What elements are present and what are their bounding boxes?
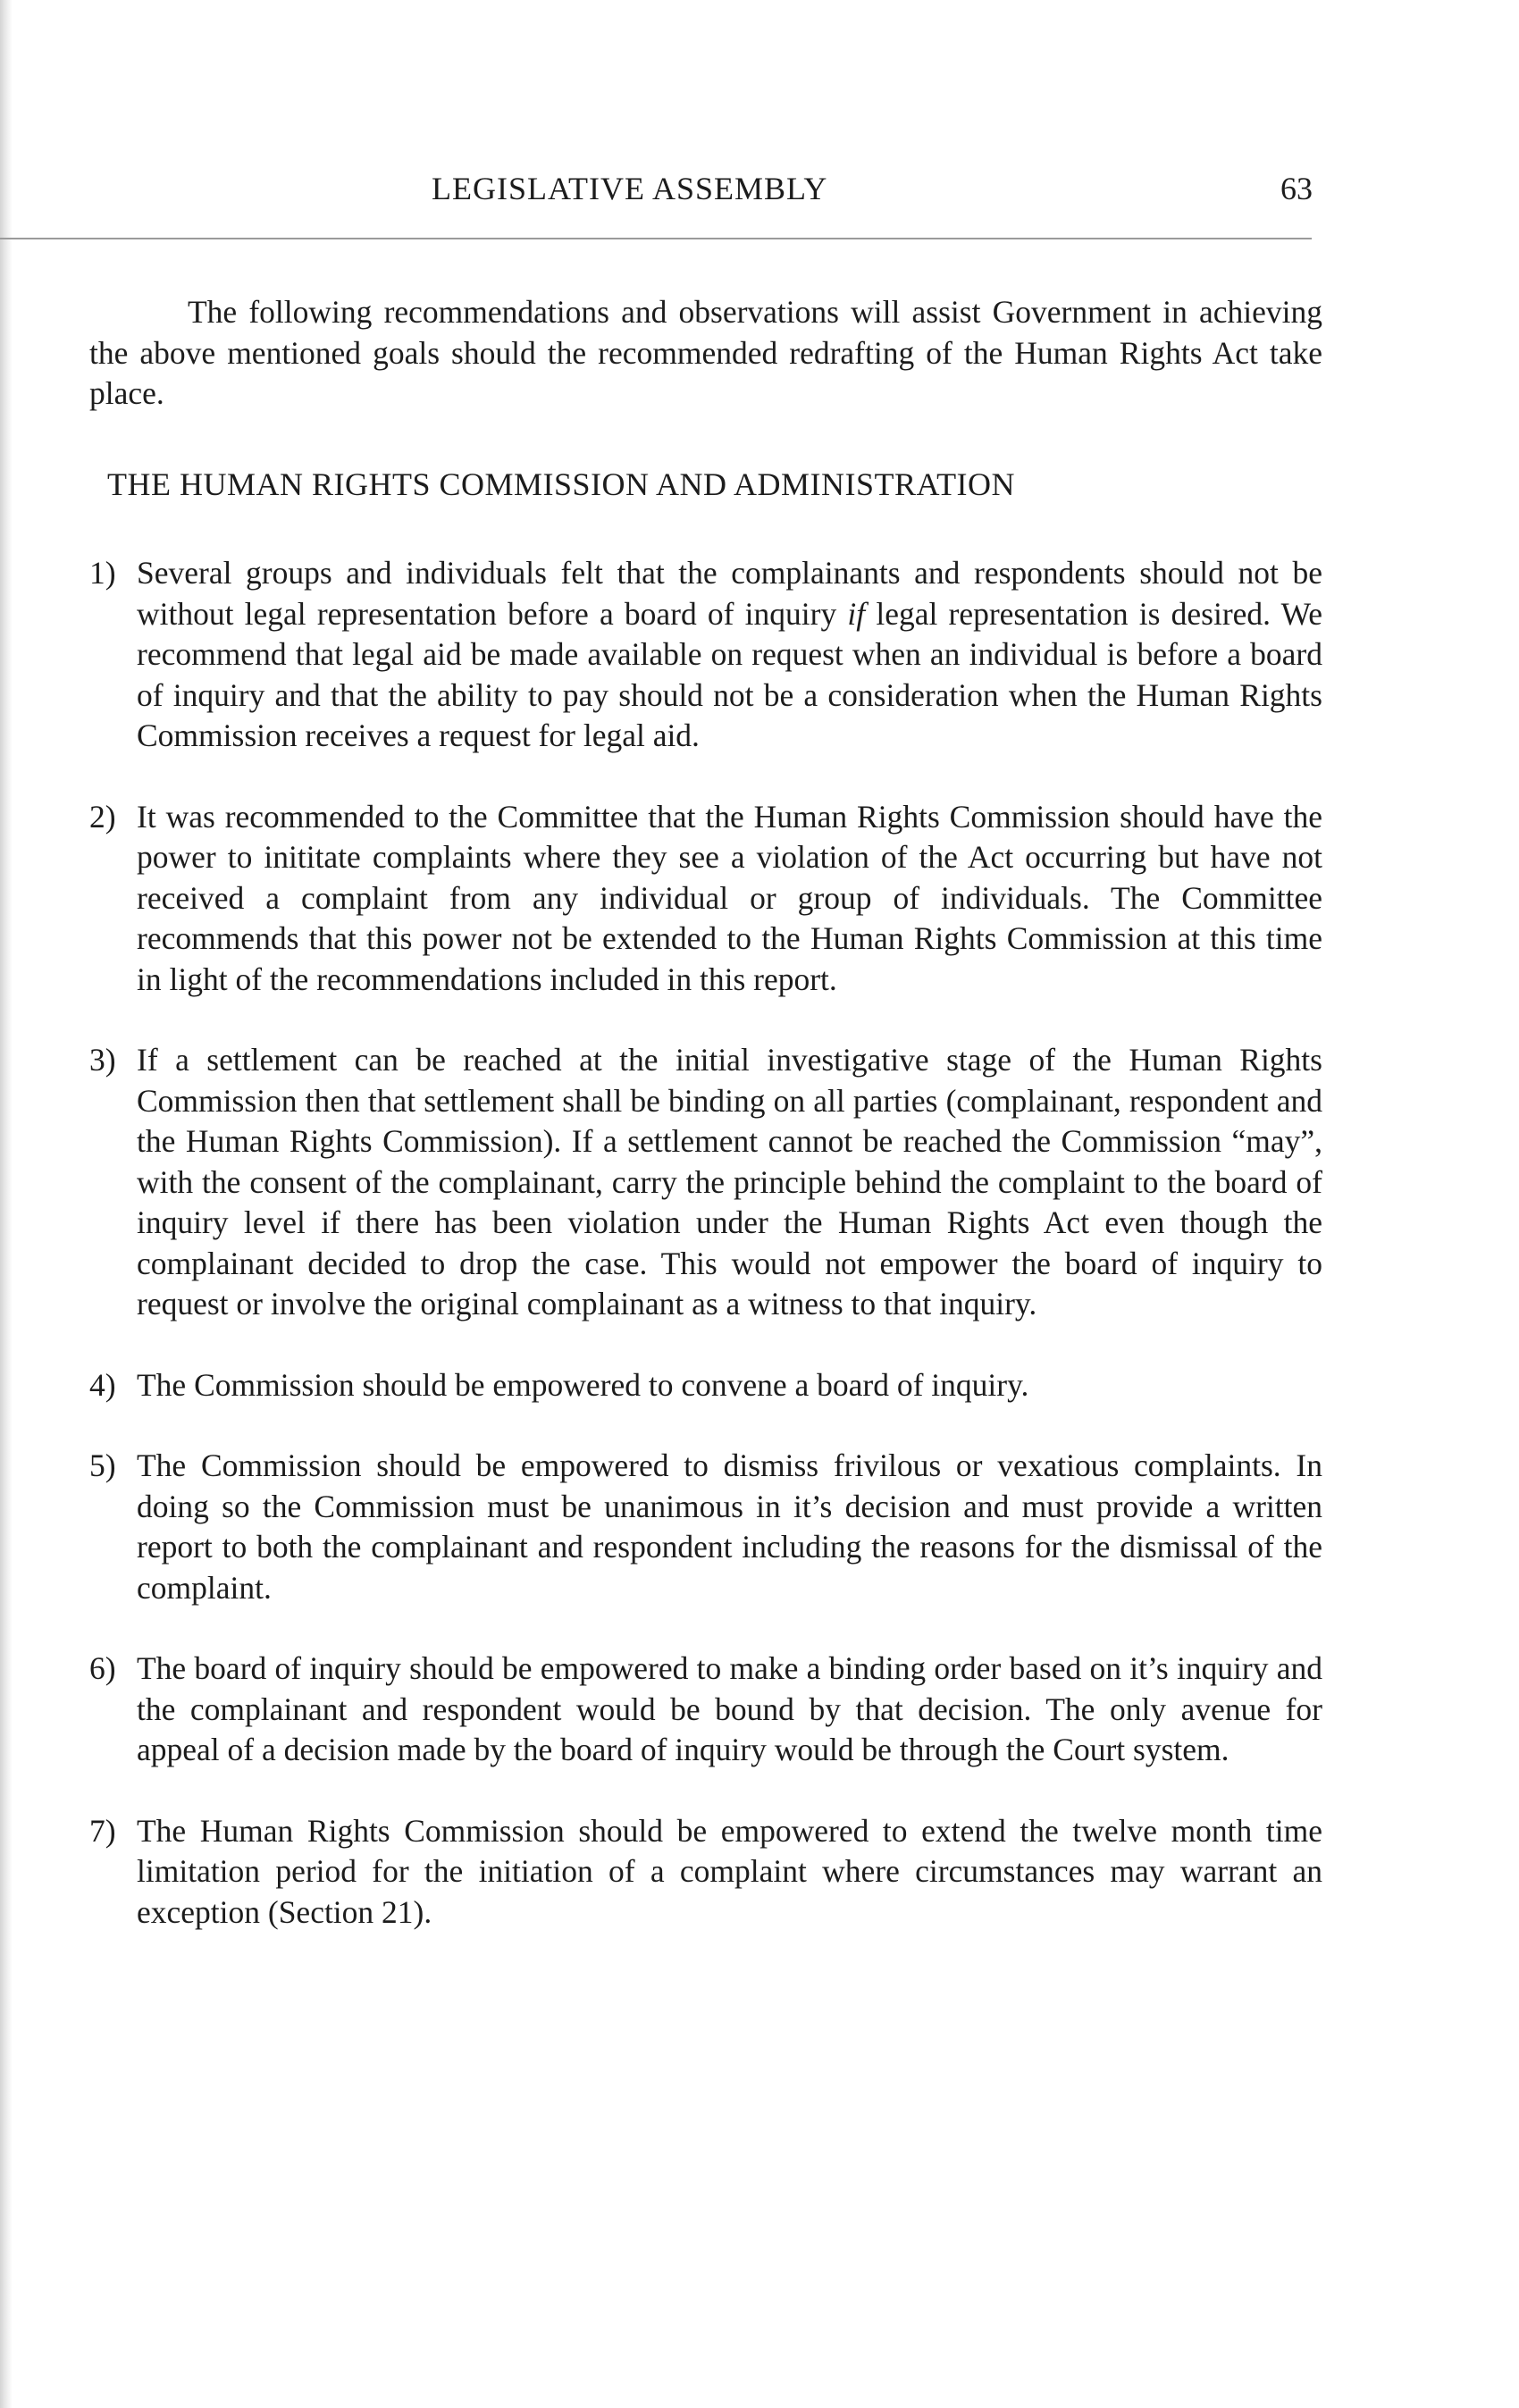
recommendation-item	[89, 797, 1322, 1001]
recommendation-number: 5)	[89, 1447, 116, 1483]
recommendation-number: 4)	[89, 1366, 116, 1403]
recommendation-item	[89, 1649, 1322, 1771]
page-header	[0, 170, 1519, 223]
recommendation-emphasis: if	[847, 595, 866, 632]
page-number: 63	[1280, 171, 1313, 206]
recommendation-item	[89, 1040, 1322, 1325]
recommendation-text: The Commission should be empowered to convene a board of inquiry.	[137, 1366, 1029, 1403]
recommendation-number: 6)	[89, 1650, 116, 1686]
recommendation-text: The Commission should be empowered to dismiss frivilous or vexatious complaints. In doing so the Commission must be unanimous in it’s decision and must provide a written report to both the complainant and respondent including the reasons for the dismissal of the complaint.	[137, 1447, 1322, 1606]
header-rule	[0, 238, 1312, 239]
recommendation-text	[137, 553, 1322, 757]
recommendation-text: If a settlement can be reached at the initial investigative stage of the Human Rights Commission then that settlement shall be binding on all parties (complainant, respondent and the Human Rights Commission). If a settlement cannot be reached the Commission “may”, with the consent of the complainant, carry the principle behind the complaint to the board of inquiry level if there has been violation under the Human Rights Act even though the complainant decided to drop the case. This would not empower the board of inquiry to request or involve the original complainant as a witness to that inquiry.	[137, 1042, 1322, 1321]
section-heading: THE HUMAN RIGHTS COMMISSION AND ADMINISTRATION	[107, 466, 1016, 502]
recommendations-list	[89, 553, 1322, 1933]
recommendation-item	[89, 553, 1322, 757]
recommendation-text: It was recommended to the Committee that the Human Rights Commission should have the power to inititate complaints where they see a violation of the Act occurring but have not received a complaint from any individual or group of individuals. The Committee recommends that this power not be extended to the Human Rights Commission at this time in light of the recommendations included in this report.	[137, 798, 1322, 997]
recommendation-number: 3)	[89, 1042, 116, 1078]
page-binding-edge	[0, 0, 13, 2408]
running-head: LEGISLATIVE ASSEMBLY	[432, 171, 828, 206]
recommendation-item	[89, 1811, 1322, 1934]
recommendation-text-part: legal representation is desired. We recommend that legal aid be made available on request when an individual is before a board of inquiry and that the ability to pay should not be a consideration when the Human Rights Commission receives a request for legal aid.	[137, 595, 1322, 753]
recommendation-text-part: Several groups and individuals felt that the complainants and respondents should not be without legal representation before a board of inquiry	[137, 555, 1322, 632]
recommendation-item	[89, 1365, 1322, 1406]
intro-paragraph: The following recommendations and observations will assist Government in achieving the above mentioned goals should the recommended redrafting of the Human Rights Act take place.	[89, 294, 1322, 411]
recommendation-text: The Human Rights Commission should be empowered to extend the twelve month time limitation period for the initiation of a complaint where circumstances may warrant an exception (Section 21).	[137, 1812, 1322, 1930]
recommendation-item	[89, 1446, 1322, 1608]
recommendation-number: 7)	[89, 1812, 116, 1849]
recommendation-number: 2)	[89, 798, 116, 835]
page-body	[89, 292, 1322, 1973]
recommendation-number: 1)	[89, 555, 116, 591]
recommendation-text: The board of inquiry should be empowered to make a binding order based on it’s inquiry and the complainant and respondent would be bound by that decision. The only avenue for appeal of a decision made by the board of inquiry would be through the Court system.	[137, 1650, 1322, 1767]
